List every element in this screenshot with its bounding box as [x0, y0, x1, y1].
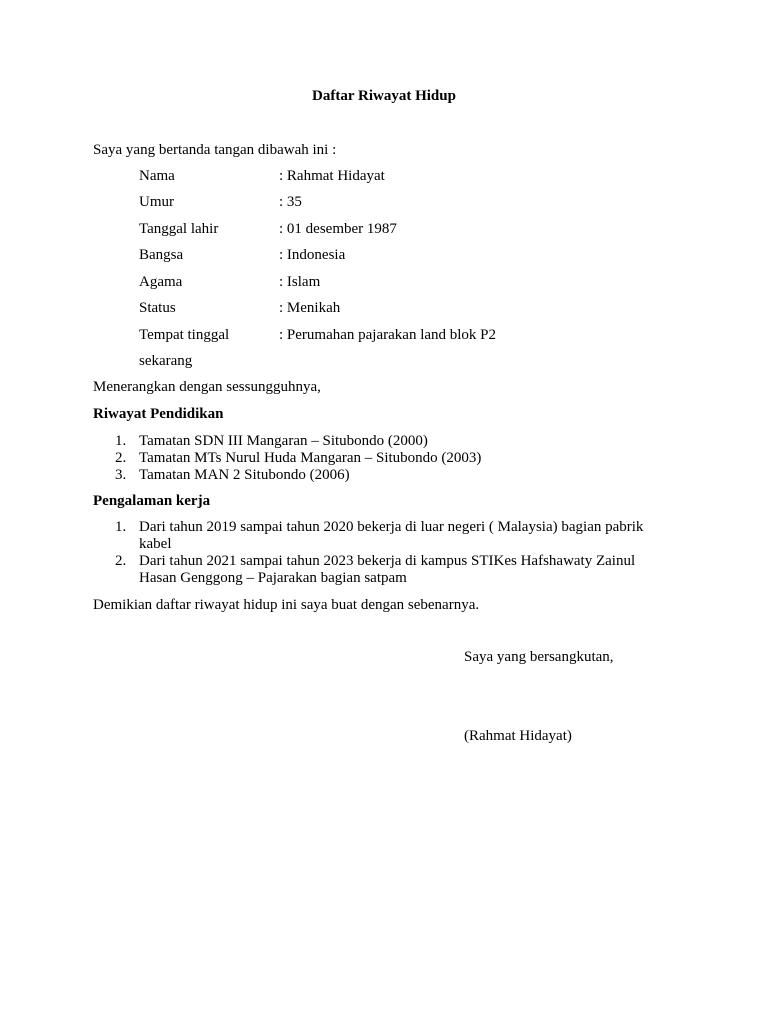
work-num-2: 2. — [115, 553, 127, 569]
value-umur: : 35 — [279, 194, 302, 210]
education-heading: Riwayat Pendidikan — [93, 406, 224, 422]
value-tempat-tinggal: : Perumahan pajarakan land blok P2 — [279, 327, 497, 343]
intro-text: Saya yang bertanda tangan dibawah ini : — [93, 142, 337, 158]
value-status: : Menikah — [279, 300, 341, 316]
education-num-1: 1. — [115, 433, 127, 449]
document-title: Daftar Riwayat Hidup — [312, 88, 456, 104]
work-item-2-line-2: Hasan Genggong – Pajarakan bagian satpam — [139, 570, 407, 586]
signature-name: (Rahmat Hidayat) — [464, 728, 572, 744]
work-item-1-line-1: Dari tahun 2019 sampai tahun 2020 bekerja di luar negeri ( Malaysia) bagian pabrik — [139, 519, 644, 535]
label-status: Status — [139, 300, 176, 316]
statement-text: Menerangkan dengan sessungguhnya, — [93, 379, 321, 395]
value-nama: : Rahmat Hidayat — [279, 168, 385, 184]
signature-label: Saya yang bersangkutan, — [464, 649, 614, 665]
work-item-2-line-1: Dari tahun 2021 sampai tahun 2023 bekerja di kampus STIKes Hafshawaty Zainul — [139, 553, 636, 569]
work-num-1: 1. — [115, 519, 127, 535]
education-num-2: 2. — [115, 450, 127, 466]
label-tempat-tinggal: Tempat tinggal — [139, 327, 230, 343]
value-agama: : Islam — [279, 274, 321, 290]
value-bangsa: : Indonesia — [279, 247, 346, 263]
label-nama: Nama — [139, 168, 175, 184]
closing-text: Demikian daftar riwayat hidup ini saya buat dengan sebenarnya. — [93, 597, 480, 613]
label-tempat-tinggal-cont: sekarang — [139, 353, 193, 369]
label-bangsa: Bangsa — [139, 247, 184, 263]
work-item-1-line-2: kabel — [139, 536, 172, 552]
label-agama: Agama — [139, 274, 183, 290]
work-heading: Pengalaman kerja — [93, 493, 211, 509]
education-num-3: 3. — [115, 467, 127, 483]
education-item-3: Tamatan MAN 2 Situbondo (2006) — [139, 467, 350, 483]
education-item-2: Tamatan MTs Nurul Huda Mangaran – Situbondo (2003) — [139, 450, 482, 466]
value-tanggal-lahir: : 01 desember 1987 — [279, 221, 397, 237]
label-tanggal-lahir: Tanggal lahir — [139, 221, 219, 237]
label-umur: Umur — [139, 194, 174, 210]
education-item-1: Tamatan SDN III Mangaran – Situbondo (2000) — [139, 433, 428, 449]
